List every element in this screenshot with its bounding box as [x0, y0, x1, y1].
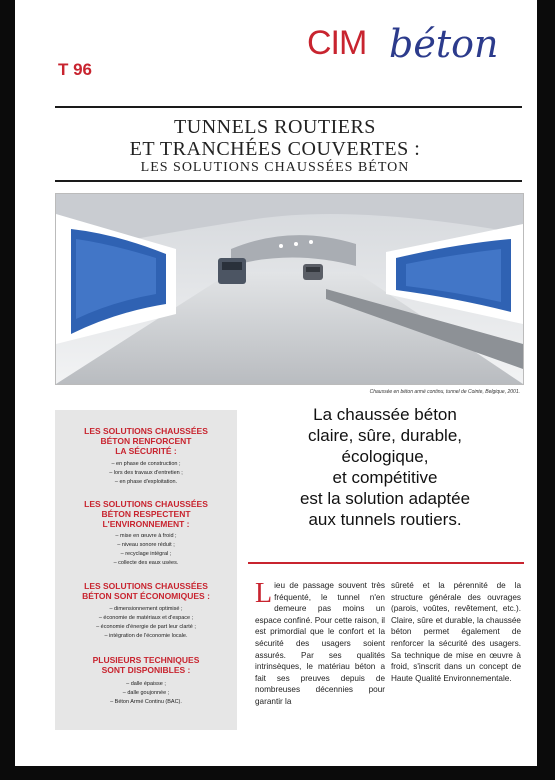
section4-heading-1: PLUSIEURS TECHNIQUES	[92, 655, 200, 665]
section3-item: – dimensionnement optimisé ;	[109, 606, 183, 612]
section4-heading-2: SONT DISPONIBLES :	[101, 665, 191, 675]
bottom-title-rule	[55, 180, 522, 182]
section3-item: – économie d'énergie de part leur clarté ;	[96, 624, 196, 630]
headline-line: écologique,	[341, 447, 429, 466]
section3-item: – économie de matériaux et d'espace ;	[98, 615, 194, 621]
tunnel-illustration	[56, 194, 523, 384]
body-column-1	[255, 580, 385, 708]
headline-line: aux tunnels routiers.	[308, 510, 462, 529]
logo-cim-text: CIM	[307, 24, 367, 62]
section4-item: – Béton Armé Continu (BAC).	[110, 699, 182, 705]
section1-heading-3: LA SÉCURITÉ :	[115, 446, 177, 456]
top-rule	[55, 106, 522, 108]
red-divider	[248, 562, 524, 564]
title-line-2: ET TRANCHÉES COUVERTES :	[129, 138, 421, 160]
section2-heading-2: BÉTON RESPECTENT	[101, 509, 191, 519]
section2-heading-3: L'ENVIRONNEMENT :	[102, 519, 190, 529]
section2-item: – collecte des eaux usées.	[113, 560, 179, 566]
headline	[255, 404, 515, 530]
drop-cap: L	[255, 578, 273, 609]
headline-line: et compétitive	[332, 468, 438, 487]
section3-heading-2: BÉTON SONT ÉCONOMIQUES :	[82, 591, 210, 601]
section2-heading-1: LES SOLUTIONS CHAUSSÉES	[84, 499, 208, 509]
section3-item: – intégration de l'économie locale.	[104, 633, 188, 639]
section2-item: – niveau sonore réduit ;	[117, 542, 175, 548]
section4-item: – dalle épaisse ;	[126, 681, 166, 687]
section1-item: – en phase de construction ;	[111, 461, 181, 467]
document-code: T 96	[58, 60, 93, 79]
headline-line: claire, sûre, durable,	[307, 426, 463, 445]
section1-item: – en phase d'exploitation.	[114, 479, 178, 485]
section4-item: – dalle goujonnée ;	[122, 690, 170, 696]
headline-line: est la solution adaptée	[299, 489, 471, 508]
section3-heading-1: LES SOLUTIONS CHAUSSÉES	[84, 581, 208, 591]
headline-line: La chaussée béton	[313, 405, 457, 424]
section1-heading-1: LES SOLUTIONS CHAUSSÉES	[84, 426, 208, 436]
cimbeton-logo	[307, 24, 507, 74]
section1-heading-2: BÉTON RENFORCENT	[100, 436, 192, 446]
logo-beton-text: béton	[389, 22, 499, 66]
document-page	[15, 0, 537, 766]
section1-item: – lors des travaux d'entretien ;	[109, 470, 183, 476]
tunnel-photo	[55, 193, 524, 385]
section2-item: – mise en œuvre à froid ;	[115, 533, 177, 539]
title-line-3: LES SOLUTIONS CHAUSSÉES BÉTON	[140, 160, 410, 175]
body-text-1: ieu de passage souvent très fréquenté, le tunnel n'en demeure pas moins un espace confiné. Pour cette raison, il est primordial que le confort et la sécurité des usagers soient assurés. Par ses qualités intrinsèques, le matériau béton a fait ses preuves depuis de nombreuses décennies pour garantir la	[255, 581, 385, 706]
title-line-1: TUNNELS ROUTIERS	[174, 116, 376, 138]
body-column-2: sûreté et la pérennité de la structure générale des ouvrages (parois, voûtes, revêtement, etc.). Claire, sûre et durable, la chaussée béton permet également de renforcer la sécurité des usagers. Sa technique de mise en œuvre à froid, s'inscrit dans un concept de Haute Qualité Environnementale.	[391, 581, 521, 683]
photo-caption: Chaussée en béton armé continu, tunnel de Cointe, Belgique, 2001.	[369, 389, 520, 395]
section2-item: – recyclage intégral ;	[120, 551, 172, 557]
sidebar-box	[55, 410, 237, 730]
